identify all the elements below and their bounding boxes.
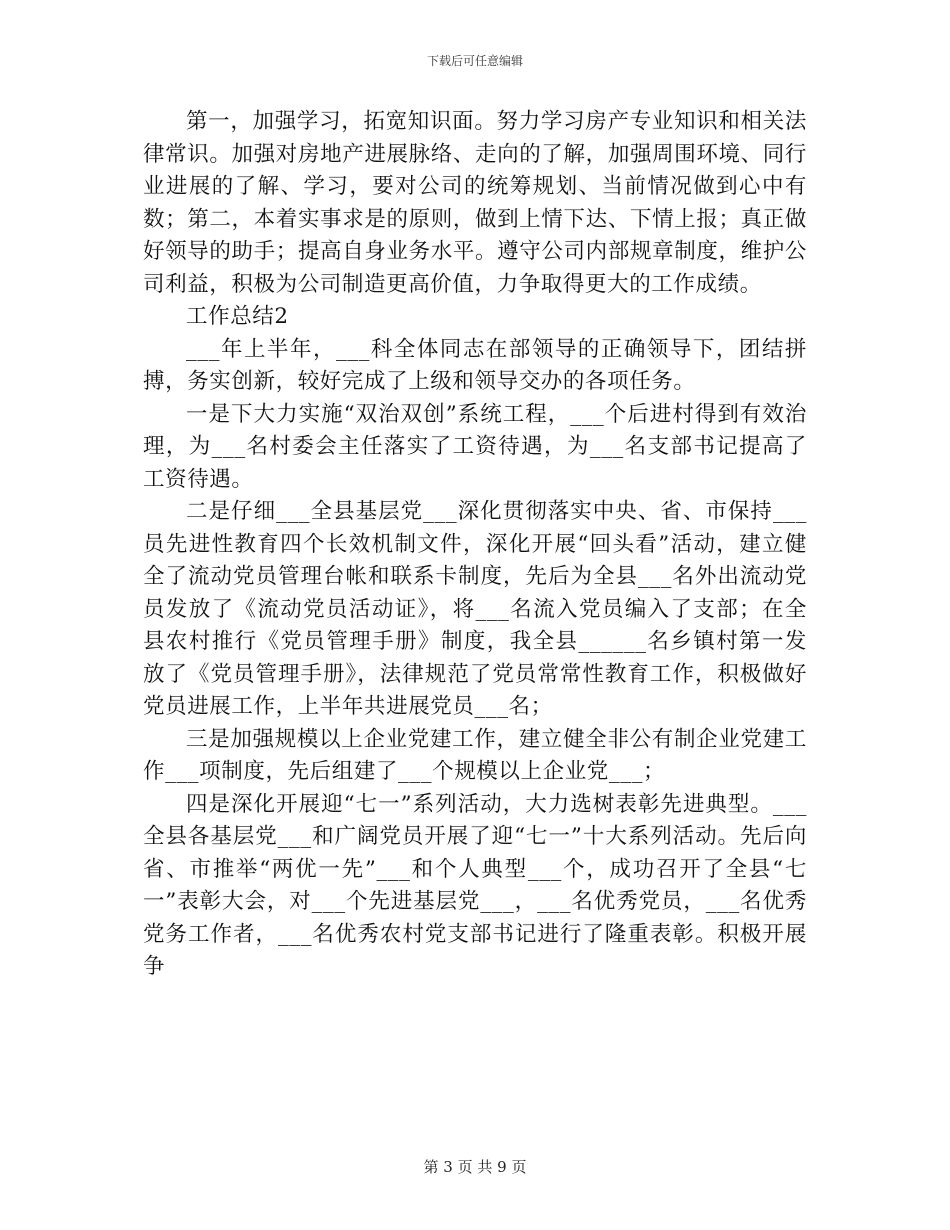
section-heading-work-summary-2: 工作总结2 [186, 304, 289, 329]
paragraph-item-3: 三是加强规模以上企业党建工作，建立健全非公有制企业党建工作___项制度，先后组建了___个规模以上企业党___； [143, 726, 807, 784]
paragraph-intro: ___年上半年，___科全体同志在部领导的正确领导下，团结拼搏，务实创新，较好完成了上级和领导交办的各项任务。 [143, 336, 807, 394]
paragraph-item-1: 一是下大力实施“双治双创”系统工程，___个后进村得到有效治理，为___名村委会主任落实了工资待遇，为___名支部书记提高了工资待遇。 [143, 401, 807, 492]
page-header-note: 下载后可任意编辑 [426, 54, 523, 68]
paragraph-study: 第一，加强学习，拓宽知识面。努力学习房产专业知识和相关法律常识。加强对房地产进展脉络、走向的了解，加强周围环境、同行业进展的了解、学习，要对公司的统筹规划、当前情况做到心中有数；第二，本着实事求是的原则，做到上情下达、下情上报；真正做好领导的助手；提高自身业务水平。遵守公司内部规章制度，维护公司利益，积极为公司制造更高价值，力争取得更大的工作成绩。 [143, 109, 807, 297]
document-body [143, 106, 807, 984]
paragraph-item-2: 二是仔细___全县基层党___深化贯彻落实中央、省、市保持___员先进性教育四个长效机制文件，深化开展“回头看”活动，建立健全了流动党员管理台帐和联系卡制度，先后为全县___名外出流动党员发放了《流动党员活动证》，将___名流入党员编入了支部；在全县农村推行《党员管理手册》制度，我全县______名乡镇村第一发放了《党员管理手册》，法律规范了党员常常性教育工作，积极做好党员进展工作，上半年共进展党员___名； [143, 499, 807, 719]
paragraph-item-4: 四是深化开展迎“七一”系列活动，大力选树表彰先进典型。___全县各基层党___和广阔党员开展了迎“七一”十大系列活动。先后向省、市推举“两优一先”___和个人典型___个，成功召开了全县“七一”表彰大会，对___个先进基层党___，___名优秀党员，___名优秀党务工作者，___名优秀农村党支部书记进行了隆重表彰。积极开展争 [143, 791, 807, 979]
page-number: 第 3 页 共 9 页 [423, 1158, 527, 1176]
